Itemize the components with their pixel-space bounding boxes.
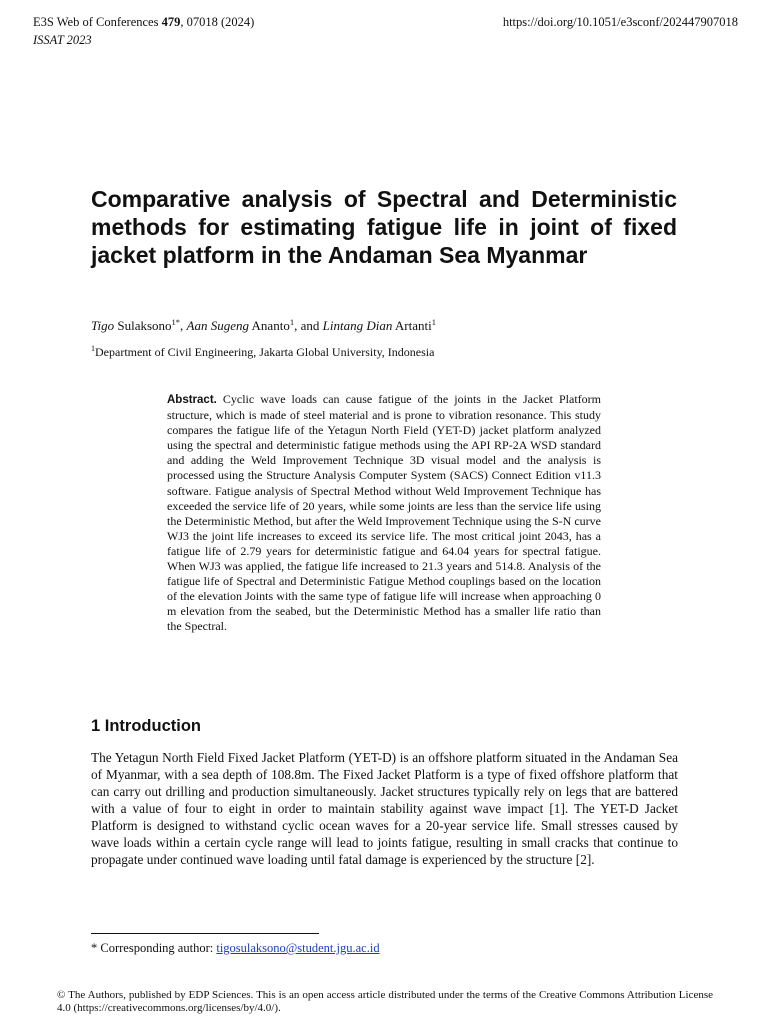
volume-number: 479 (161, 15, 181, 29)
author-email-link[interactable]: tigosulaksono@student.jgu.ac.id (216, 941, 380, 955)
running-header (33, 15, 254, 48)
paper-title: Comparative analysis of Spectral and Deterministic methods for estimating fatigue life in joint of fixed jacket platform in the Andaman Sea Myanmar (91, 186, 677, 268)
doi-link[interactable]: https://doi.org/10.1051/e3sconf/202447907018 (502, 15, 738, 29)
author-list: Tigo Sulaksono$^{1*}$, Aan Sugeng Ananto$^1$, and Lintang Dian Artanti$^1$ (91, 317, 436, 333)
conference-name: ISSAT 2023 (33, 33, 92, 47)
abstract-label: Abstract. (167, 394, 217, 406)
license-notice: © The Authors, published by EDP Sciences. This is an open access article distributed under the terms of the Creative Commons Attribution License 4.0 (https://creativecommons.org/licenses/by/4.0/). (57, 989, 713, 1014)
abstract-text: Cyclic wave loads can cause fatigue of the joints in the Jacket Platform structure, which is made of steel material and is prone to vibration resonance. This study compares the fatigue life of the Yetagun North Field (YET-D) jacket platform analyzed using the spectral and deterministic fatigue methods using the API RP-2A WSD standard and adding the Weld Improvement Technique 3D visual model and the analysis is processed using the Structure Analysis Computer System (SACS) Connect Edition v11.3 software. Fatigue analysis of Spectral Method without Weld Improvement Technique has exceeded the service life of 20 years, while some joints are less than the service life using the Deterministic Method, but after the Weld Improvement Technique using the S-N curve WJ3 the joint life increases to exceed its service life. The most critical joint 2043, has a fatigue life of 2.79 years for deterministic fatigue and 64.04 years for spectral fatigue. When WJ3 was applied, the fatigue life increased to 21.3 years and 514.8. Analysis of the fatigue life of Spectral and Deterministic Fatigue Method couplings based on the location of the elevation Joints with the same type of fatigue life will increase when approaching 0 m elevation from the seabed, but the Deterministic Method has a smaller life ratio than the Spectral. (167, 392, 601, 634)
footnote-divider (91, 933, 319, 934)
introduction-paragraph: The Yetagun North Field Fixed Jacket Platform (YET-D) is an offshore platform situated in the Andaman Sea of Myanmar, with a sea depth of 108.8m. The Fixed Jacket Platform is a type of fixed offshore platform that can carry out drilling and production simultaneously. Jacket structures typically rely on legs that are battered with a value of four to eight in order to maintain stability against wave impact [1]. The YET-D Jacket Platform is designed to withstand cyclic ocean waves for a 20-year service life. Small stresses caused by wave loads within a certain cycle range will lead to joints fatigue, resulting in small cracks that continue to propagate under continued wave loading until fatal damage is experienced by the structure [2]. (91, 750, 678, 867)
section-heading-introduction: 1 Introduction (91, 717, 201, 735)
journal-citation: E3S Web of Conferences 479, 07018 (2024) (33, 15, 255, 29)
abstract (167, 392, 601, 635)
author-affiliation: $^1$Department of Civil Engineering, Jakarta Global University, Indonesia (91, 344, 435, 359)
corresponding-author-footnote: * Corresponding author: tigosulaksono@student.jgu.ac.id (91, 941, 380, 955)
